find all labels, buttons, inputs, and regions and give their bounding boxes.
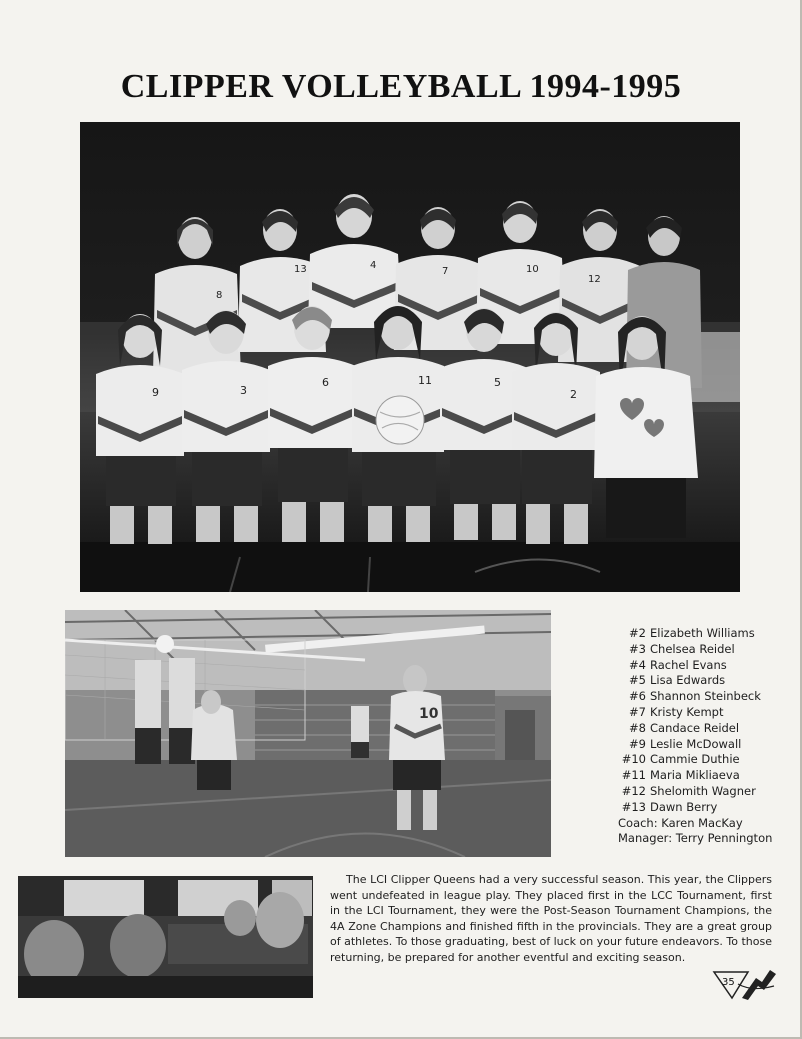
roster-item — [618, 705, 798, 721]
roster-item — [618, 752, 798, 768]
roster-number: #3 — [629, 641, 646, 656]
jersey-number-back: 8 — [216, 290, 223, 301]
season-summary: The LCI Clipper Queens had a very successful season. This year, the Clippers went undefeated in league play. They placed first in the LCC Tournament, first in the LCI Tournament, they were the Post-Season Tournament Champions, the 4A Zone Champions and finished fifth in the provincials. They are a great group of athletes. To those graduating, best of luck on your future endeavors. To those returning, be prepared for another eventful and exciting season. — [330, 873, 772, 964]
manager-credit: Manager: Terry Pennington — [618, 831, 773, 846]
roster-name: Candace Reidel — [650, 720, 740, 735]
roster-item — [618, 721, 798, 737]
roster-item — [618, 642, 798, 658]
roster-item — [618, 768, 798, 784]
roster-name: Dawn Berry — [650, 799, 718, 814]
roster-number: #11 — [621, 768, 646, 783]
roster-item — [618, 737, 798, 753]
roster-name: Cammie Duthie — [650, 752, 740, 767]
roster-number: #12 — [621, 783, 646, 798]
roster-item — [618, 689, 798, 705]
roster-item — [618, 658, 798, 674]
bus-photo — [18, 876, 313, 998]
roster-number: #6 — [629, 689, 646, 704]
jersey-number-back: 12 — [588, 274, 601, 285]
roster-number: #2 — [629, 626, 646, 640]
action-photo — [65, 610, 551, 857]
roster-item — [618, 626, 798, 642]
page-title: CLIPPER VOLLEYBALL 1994-1995 — [120, 68, 682, 105]
roster-number: #4 — [629, 657, 646, 672]
roster-item — [618, 673, 798, 689]
action-jersey-number: 10 — [419, 706, 439, 722]
roster-name: Kristy Kempt — [650, 704, 724, 719]
roster-name: Maria Mikliaeva — [650, 768, 740, 783]
roster-name: Rachel Evans — [650, 657, 727, 672]
jersey-number-front: 11 — [418, 374, 432, 387]
coach-credit: Coach: Karen MacKay — [618, 815, 743, 830]
jersey-number-front: 3 — [240, 384, 247, 397]
jersey-number-back: 13 — [294, 264, 307, 275]
action-photo-image — [65, 610, 551, 857]
jersey-number-front: 9 — [152, 386, 159, 399]
roster-name: Shannon Steinbeck — [650, 689, 761, 704]
roster-name: Leslie McDowall — [650, 736, 742, 751]
roster-list — [618, 626, 798, 847]
team-photo-image — [80, 122, 740, 592]
jersey-number-front: 2 — [570, 388, 577, 401]
bus-photo-image — [18, 876, 313, 998]
roster-number: #7 — [629, 704, 646, 719]
jersey-number-front: 6 — [322, 376, 329, 389]
roster-name: Chelsea Reidel — [650, 641, 735, 656]
roster-number: #8 — [629, 720, 646, 735]
roster-number: #13 — [621, 799, 646, 814]
roster-name: Lisa Edwards — [650, 673, 726, 688]
jersey-number-back: 7 — [442, 266, 449, 277]
jersey-number-back: 10 — [526, 264, 539, 275]
roster-number: #9 — [629, 736, 646, 751]
roster-item — [618, 800, 798, 816]
jersey-number-back: 4 — [370, 260, 377, 271]
page-number-logo — [712, 968, 778, 1002]
roster-number: #5 — [629, 673, 646, 688]
jersey-number-front: 5 — [494, 376, 501, 389]
roster-name: Elizabeth Williams — [650, 626, 755, 640]
team-photo — [80, 122, 740, 592]
roster-item — [618, 784, 798, 800]
page-number-badge — [712, 968, 778, 1002]
page-number: 35 — [722, 977, 735, 988]
roster-name: Shelomith Wagner — [650, 783, 756, 798]
roster-number: #10 — [621, 752, 646, 767]
